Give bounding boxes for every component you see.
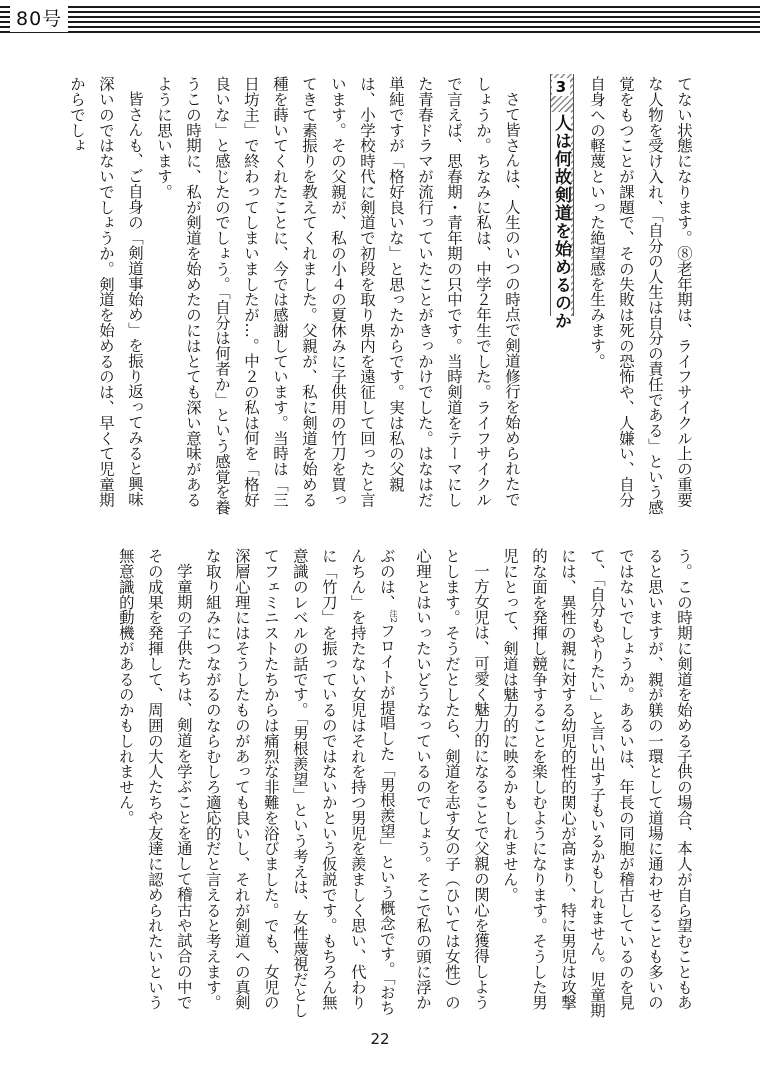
issue-number: 80号 — [10, 6, 68, 32]
section-title: 人は何故剣道を始めるのか — [551, 114, 571, 330]
page-number: 22 — [370, 1030, 390, 1048]
body-paragraph: さて皆さんは、人生のいつの時点で剣道修行を始められたでしょうか。ちなみに私は、中学２年生でした。ライフサイクルで言えば、思春期・青年期の只中です。当時剣道をテーマにした青春ドラマが流行っていたことがきっかけでした。はなはだ単純ですが「格好良いな」と思ったからです。実は私の父親は、小学校時代に剣道で初段を取り県内を遠征して回ったと言います。その父親が、私の小４の夏休みに子供用の竹刀を買ってきて素振りを教えてくれました。父親が、私に剣道を始める種を蒔いてくれたことに、今では感謝しています。当時は「三日坊主」で終わってしまいましたが…。中２の私は何を「格好良いな」と感じたのでしょう。「自分は何者か」という感覚を養うこの時期に、私が剣道を始めたのにはとても深い意味があるように思います。 — [155, 76, 521, 515]
header-rule — [0, 6, 760, 34]
section-number: 3 — [552, 78, 570, 96]
footnote-mark: 注2 — [389, 609, 398, 623]
top-column — [68, 76, 698, 518]
lead-paragraph: てない状態になります。⑧老年期は、ライフサイクル上の重要な人物を受け入れ、「自分の人生は自分の責任である」という感覚をもつことが課題で、その失敗は死の恐怖や、人嫌い、自分自身への軽蔑といった絶望感を生みます。 — [588, 76, 693, 515]
body-paragraph: 皆さんも、ご自身の「剣道事始め」を振り返ってみると興味深いのではないでしょうか。剣道を始めるのは、早くて児童期からでしょ — [68, 76, 144, 508]
bottom-column — [88, 548, 698, 1018]
body-paragraph: う。この時期に剣道を始める子供の場合、本人が自ら望むこともあると思いますが、親が躾の一環として道場に通わせることも多いのではないでしょうか。あるいは、年長の同胞が稽古しているのを見て、「自分もやりたい」と言い出す子もいるかもしれません。児童期には、異性の親に対する幼児的性的関心が高まり、特に男児は攻撃的な面を発揮し競争することを楽しむようになります。そうした男児にとって、剣道は魅力的に映るかもしれません。 — [501, 548, 693, 1018]
body-paragraph: 学童期の子供たちは、剣道を学ぶことを通して稽古や試合の中でその成果を発揮して、周囲の大人たちや友達に認められたいという無意識的動機があるのかもしれません。 — [116, 548, 193, 1010]
body-paragraph: 一方女児は、可愛く魅力的になることで父親の関心を獲得しようとします。そうだとしたら、剣道を志す女の子（ひいては女性）の心理とはいったいどうなっているのでしょう。そこで私の頭に浮かぶのは、$^{注2}$フロイトが提唱した「男根羨望」という概念です。「おちんちん」を持たない女児はそれを持つ男児を羨ましく思い、代わりに「竹刀」を振っているのではないかという仮説です。もちろん無意識のレベルの話です。「男根羨望」という考えは、女性蔑視だとしてフェミニストたちからは痛烈な非難を浴びました。でも、女児の深層心理にはそうしたものがあっても良いし、それが剣道への真剣な取り組みにつながるのならむしろ適応的だと言えると考えます。 — [203, 548, 490, 1018]
